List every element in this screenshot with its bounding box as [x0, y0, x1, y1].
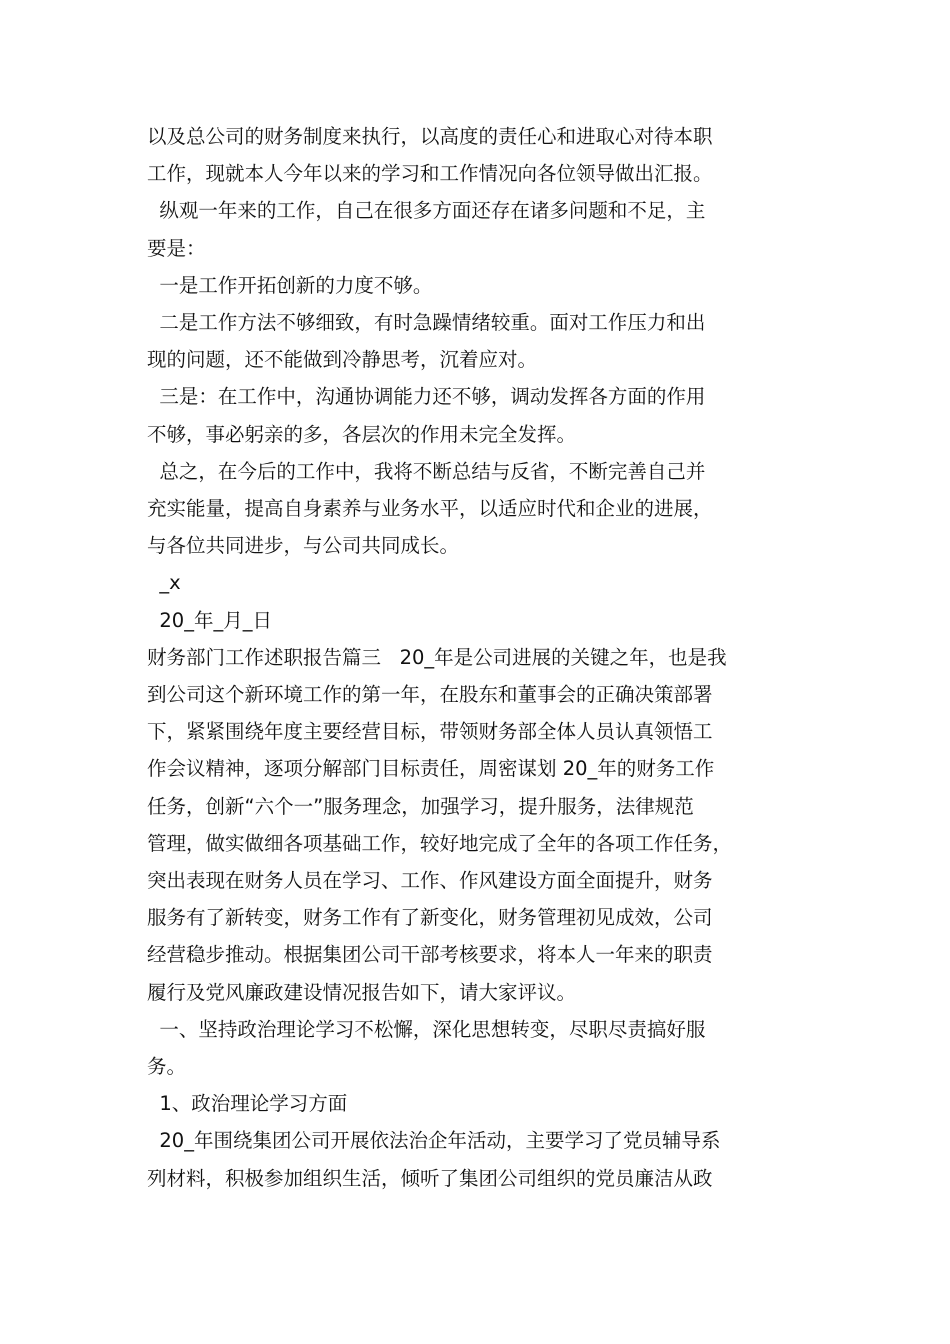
text-line: 不够，事必躬亲的多，各层次的作用未完全发挥。 — [147, 422, 577, 446]
text-line: 管理，做实做细各项基础工作，较好地完成了全年的各项工作任务， — [147, 831, 733, 855]
text-line: 下，紧紧围绕年度主要经营目标，带领财务部全体人员认真领悟工 — [147, 720, 713, 744]
signature-line: _x — [147, 571, 181, 595]
text-line: 二是工作方法不够细致，有时急躁情绪较重。面对工作压力和出 — [147, 311, 706, 335]
text-line: 工作，现就本人今年以来的学习和工作情况向各位领导做出汇报。 — [147, 162, 713, 186]
date-line: 20_年_月_日 — [147, 608, 272, 632]
text-line: 一、坚持政治理论学习不松懈，深化思想转变，尽职尽责搞好服 — [147, 1017, 706, 1041]
text-line: 20_年围绕集团公司开展依法治企年活动，主要学习了党员辅导系 — [147, 1129, 721, 1153]
text-line: 务。 — [147, 1055, 187, 1079]
text-line: 与各位共同进步，与公司共同成长。 — [147, 534, 460, 558]
text-line: 服务有了新转变，财务工作有了新变化，财务管理初见成效，公司 — [147, 906, 713, 930]
document-body — [147, 118, 815, 1197]
subheading-line: 1、政治理论学习方面 — [147, 1092, 348, 1116]
text-line: 作会议精神，逐项分解部门目标责任，周密谋划 20_年的财务工作 — [147, 757, 715, 781]
text-line: 三是：在工作中，沟通协调能力还不够，调动发挥各方面的作用 — [147, 385, 706, 409]
text-line: 以及总公司的财务制度来执行，以高度的责任心和进取心对待本职 — [147, 125, 713, 148]
text-line: 经营稳步推动。根据集团公司干部考核要求，将本人一年来的职责 — [147, 943, 713, 967]
text-line: 列材料，积极参加组织生活，倾听了集团公司组织的党员廉洁从政 — [147, 1166, 713, 1190]
text-line: 任务，创新“六个一”服务理念，加强学习，提升服务，法律规范 — [147, 794, 694, 818]
text-line: 纵观一年来的工作，自己在很多方面还存在诸多问题和不足，主 — [147, 199, 706, 223]
text-line: 突出表现在财务人员在学习、工作、作风建设方面全面提升，财务 — [147, 869, 713, 893]
section-heading-line: 财务部门工作述职报告篇三 20_年是公司进展的关键之年，也是我 — [147, 645, 727, 669]
text-line: 一是工作开拓创新的力度不够。 — [147, 273, 433, 297]
text-line: 履行及党风廉政建设情况报告如下，请大家评议。 — [147, 980, 577, 1004]
text-line: 现的问题，还不能做到冷静思考，沉着应对。 — [147, 348, 538, 372]
text-line: 要是： — [147, 236, 206, 260]
text-line: 到公司这个新环境工作的第一年，在股东和董事会的正确决策部署 — [147, 683, 713, 707]
text-line: 充实能量，提高自身素养与业务水平，以适应时代和企业的进展， — [147, 497, 713, 521]
text-line: 总之，在今后的工作中，我将不断总结与反省，不断完善自己并 — [147, 459, 706, 483]
